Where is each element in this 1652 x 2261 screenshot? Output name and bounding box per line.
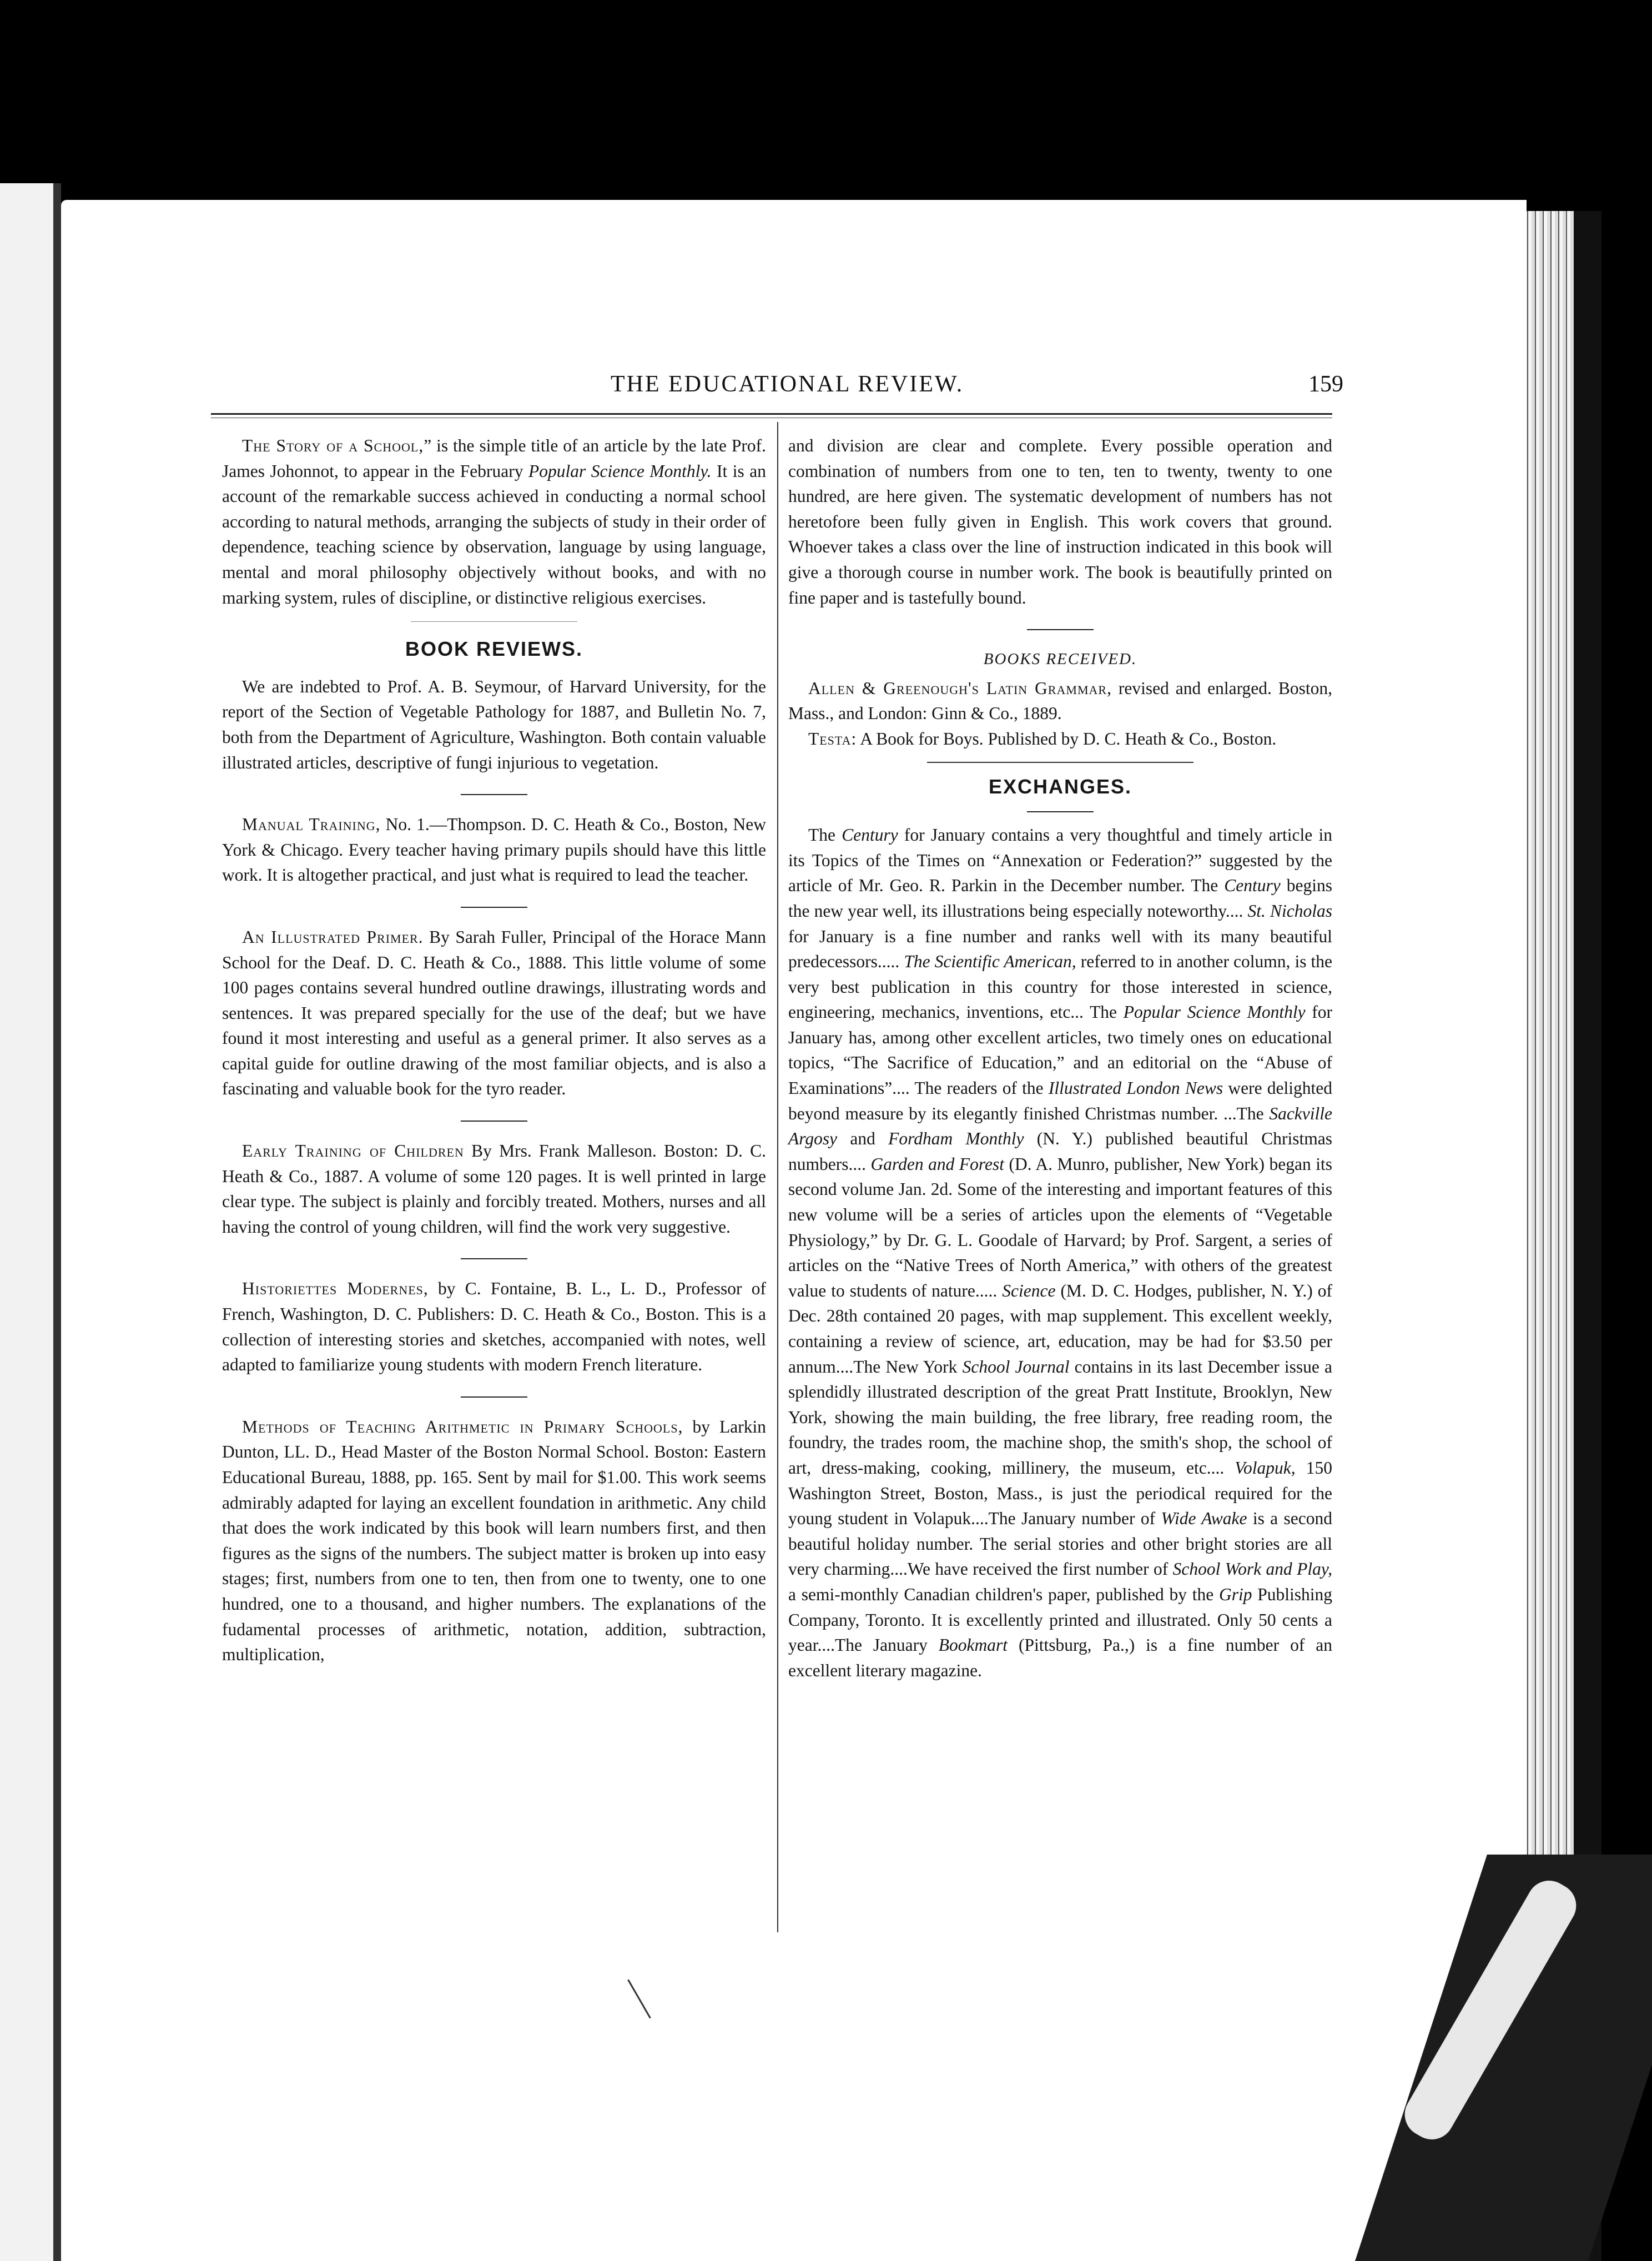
column-divider (777, 422, 778, 1932)
received-testa: Testa: A Book for Boys. Published by D. C. Heath & Co., Boston. (808, 728, 1277, 748)
divider (411, 621, 577, 622)
books-received-heading: BOOKS RECEIVED. (983, 650, 1137, 669)
divider (461, 907, 527, 908)
divider (1027, 629, 1094, 630)
book-reviews-heading: BOOK REVIEWS. (405, 637, 583, 661)
review-methods-arithmetic: Methods of Teaching Arithmetic in Primary Schools, by Larkin Dunton, LL. D., Head Master of the Boston Normal School. Boston: Eastern Educational Bureau, 1888, pp. 165. Sent by mail for $1.00. This work seems admirably adapted for laying an excellent foundation in arithmetic. Any child that does the work indicated by this book will learn numbers first, and then figures as the signs of the numbers. The subject matter is broken up into easy stages; first, numbers from one to ten, then from one to twenty, one to one hundred, one to a thousand, and higher numbers. The explanations of the fudamental processes of arithmetic, notation, addition, subtraction, multiplication, (222, 1416, 766, 1665)
divider (461, 1258, 527, 1259)
review-early-training: Early Training of Children By Mrs. Frank Malleson. Boston: D. C. Heath & Co., 1887. A volume of some 120 pages. It is well printed in large clear type. The subject is plainly and forcibly treated. Mothers, nurses and all having the control of young children, will find the work very suggestive. (222, 1141, 766, 1237)
page-number: 159 (1308, 371, 1343, 397)
review-manual-training: Manual Training, No. 1.—Thompson. D. C. Heath & Co., Boston, New York & Chicago. Every teacher having primary pupils should have this little work. It is altogether practical, and just what is required to lead the teacher. (222, 815, 766, 885)
right-column (788, 433, 1332, 1683)
review-seymour: We are indebted to Prof. A. B. Seymour, of Harvard University, for the report of the Section of Vegetable Pathology for 1887, and Bulletin No. 7, both from the Department of Agriculture, Washington. Both contain valuable illustrated articles, descriptive of fungi injurious to vegetation. (222, 676, 766, 772)
divider (461, 1396, 527, 1398)
exchanges-heading: EXCHANGES. (988, 775, 1132, 798)
story-of-school-notice: The Story of a School,” is the simple title of an article by the late Prof. James Johonnot, to appear in the February Popular Science Monthly. It is an account of the remarkable success achieved in conducting a normal school according to natural methods, arranging the subjects of study in their order of dependence, teaching science by observation, language by using language, mental and moral philosophy objectively without books, and with no marking system, rules of discipline, or distinctive religious exercises. (222, 436, 767, 607)
review-historiettes: Historiettes Modernes, by C. Fontaine, B. L., L. D., Professor of French, Washington, D. C. Publishers: D. C. Heath & Co., Boston. This is a collection of interesting stories and sketches, accompanied with notes, well adapted to familiarize young students with modern French literature. (222, 1279, 767, 1375)
review-methods-continued: and division are clear and complete. Every possible operation and combination of numbers from one to ten, ten to twenty, twenty to one hundred, are here given. The systematic development of numbers has not heretofore been fully given in English. This work covers that ground. Whoever takes a class over the line of instruction indicated in this book will give a thorough course in number work. The book is beautifully printed on fine paper and is tastefully bound. (788, 436, 1332, 607)
book-edge-left (0, 183, 61, 2261)
journal-title: THE EDUCATIONAL REVIEW. (611, 371, 964, 397)
divider (461, 1121, 527, 1122)
left-column (222, 433, 766, 1667)
divider (1027, 811, 1094, 812)
review-illustrated-primer: An Illustrated Primer. By Sarah Fuller, Principal of the Horace Mann School for the Deaf. D. C. Heath & Co., 1888. This little volume of some 100 pages contains several hundred outline drawings, illustrating words and sentences. It was prepared specially for the use of the deaf; but we have found it most interesting and useful as a general primer. It also serves as a capital guide for outline drawing of the most familiar objects, and is also a fascinating and valuable book for the tyro reader. (222, 927, 766, 1099)
received-latin-grammar: Allen & Greenough's Latin Grammar, revised and enlarged. Boston, Mass., and London: Ginn & Co., 1889. (788, 678, 1332, 723)
exchanges-body: The Century for January contains a very thoughtful and timely article in its Topics of the Times on “Annexation or Federation?” suggested by the article of Mr. Geo. R. Parkin in the December number. The Century begins the new year well, its illustrations being especially noteworthy.... St. Nicholas for January is a fine number and ranks well with its many beautiful predecessors..... The Scientific American, referred to in another column, is the very best publication in this country for those interested in science, engineering, mechanics, inventions, etc... The Popular Science Monthly for January has, among other excellent articles, two timely ones on educational topics, “The Sacrifice of Education,” and an editorial on the “Abuse of Examinations”.... The readers of the Illustrated London News were delighted beyond measure by its elegantly finished Christmas number. ...The Sackville Argosy and Fordham Monthly (N. Y.) published beautiful Christmas numbers.... Garden and Forest (D. A. Munro, publisher, New York) began its second volume Jan. 2d. Some of the interesting and important features of this new volume will be a series of articles upon the elements of “Vegetable Physiology,” by Dr. G. L. Goodale of Harvard; by Prof. Sargent, a series of articles on the “Native Trees of North America,” with others of the greatest value to students of nature..... Science (M. D. C. Hodges, publisher, N. Y.) of Dec. 28th contained 20 pages, with map supplement. This excellent weekly, containing a review of science, art, education, may be had for $3.50 per annum....The New York School Journal contains in its last December issue a splendidly illustrated description of the great Pratt Institute, Brooklyn, New York, showing the main building, the free library, free reading room, the foundry, the trades room, the machine shop, the smith's shop, the school of art, dress-making, cooking, millinery, the museum, etc.... Volapuk, 150 Washington Street, Boston, Mass., is just the periodical required for the young student in Volapuk....The January number of Wide Awake is a second beautiful holiday number. The serial stories and other bright stories are all very charming....We have received the first number of School Work and Play, a semi-monthly Canadian children's paper, published by the Grip Publishing Company, Toronto. It is excellently printed and illustrated. Only 50 cents a year....The January Bookmart (Pittsburg, Pa.,) is a fine number of an excellent literary magazine. (788, 825, 1333, 1680)
divider (461, 794, 527, 795)
divider (927, 762, 1193, 763)
header-rule (211, 413, 1332, 415)
running-header (611, 371, 1343, 404)
